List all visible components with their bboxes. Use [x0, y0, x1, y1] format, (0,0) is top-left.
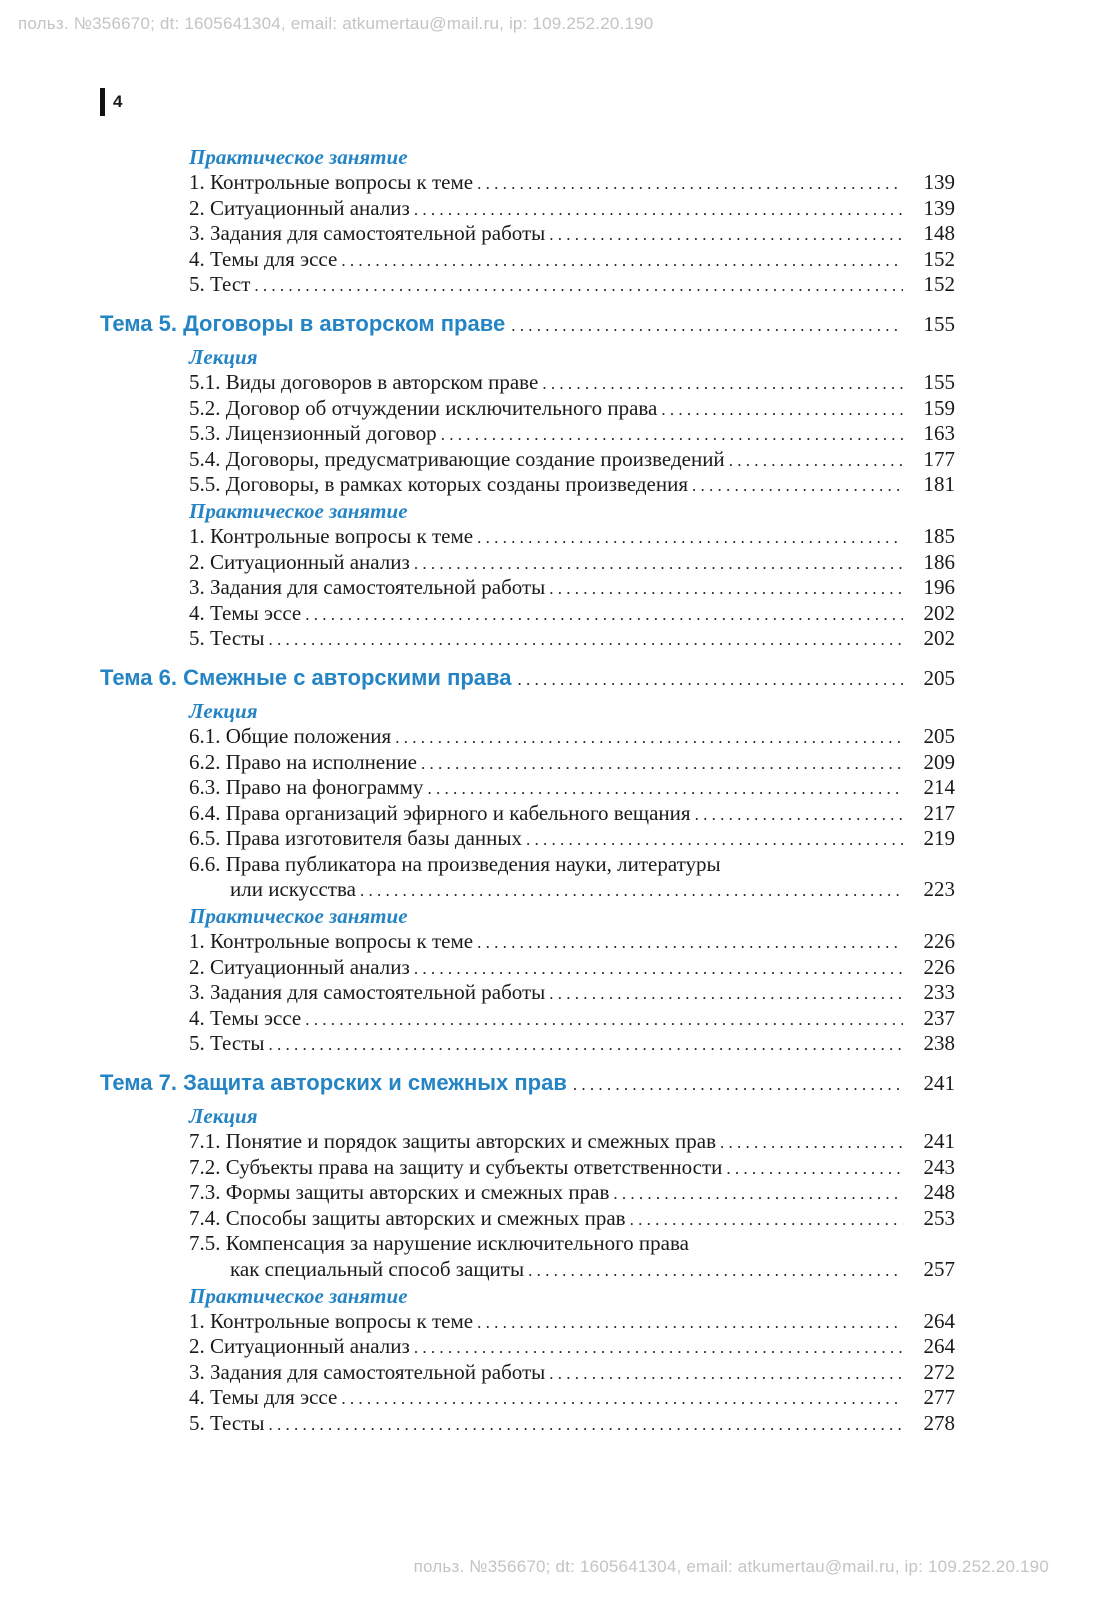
dot-leader — [441, 422, 903, 448]
toc-entry[interactable] — [0, 370, 1093, 396]
dot-leader — [305, 1007, 903, 1033]
toc-entry-label: 5. Тест — [189, 272, 251, 297]
toc-entry-label: 7.2. Субъекты права на защиту и субъекты ответственности — [189, 1154, 723, 1179]
dot-leader — [661, 397, 903, 423]
toc-entry-label: 5.1. Виды договоров в авторском праве — [189, 369, 539, 394]
practice-heading: Практическое занятие — [189, 498, 408, 523]
topic-page: 155 — [923, 311, 955, 336]
toc-entry-label: 7.3. Формы защиты авторских и смежных прав — [189, 1180, 610, 1205]
toc-entry-label: 6.5. Права изготовителя базы данных — [189, 826, 522, 851]
toc-entry-label: 4. Темы для эссе — [189, 1385, 338, 1410]
toc-entry-page: 185 — [923, 523, 955, 548]
dot-leader — [414, 551, 903, 577]
toc-entry-page: 253 — [923, 1205, 955, 1230]
toc-entry-label: 6.3. Право на фонограмму — [189, 775, 424, 800]
toc-entry-page: 209 — [923, 749, 955, 774]
toc-entry[interactable] — [0, 775, 1093, 801]
toc-entry-label: 5. Тесты — [189, 626, 265, 651]
topic-heading[interactable] — [0, 1067, 1093, 1099]
toc-entry-page: 139 — [923, 195, 955, 220]
toc-entry-page: 243 — [923, 1154, 955, 1179]
toc-entry-label: 4. Темы эссе — [189, 600, 302, 625]
toc-entry[interactable] — [0, 1006, 1093, 1032]
dot-leader — [549, 576, 903, 602]
dot-leader — [414, 1335, 903, 1361]
toc-entry[interactable] — [0, 524, 1093, 550]
toc-entry-page: 278 — [923, 1410, 955, 1435]
toc-entry-label: 3. Задания для самостоятельной работы — [189, 221, 546, 246]
toc-entry-label: 2. Ситуационный анализ — [189, 549, 410, 574]
toc-entry[interactable] — [0, 1129, 1093, 1155]
toc-entry[interactable] — [0, 1180, 1093, 1206]
dot-leader — [526, 827, 903, 853]
toc-entry-page: 241 — [923, 1129, 955, 1154]
toc-entry-label: 2. Ситуационный анализ — [189, 195, 410, 220]
toc-entry-page: 233 — [923, 980, 955, 1005]
dot-leader — [613, 1181, 903, 1207]
toc-entry[interactable] — [0, 1231, 1093, 1282]
topic-page: 241 — [923, 1071, 955, 1096]
toc-entry-label: 7.4. Способы защиты авторских и смежных прав — [189, 1205, 626, 1230]
toc-entry[interactable] — [0, 955, 1093, 981]
toc-entry-label: 6.1. Общие положения — [189, 723, 392, 748]
watermark-bottom: польз. №356670; dt: 1605641304, email: atkumertau@mail.ru, ip: 109.252.20.190 — [413, 1557, 1049, 1576]
toc-entry[interactable] — [0, 1155, 1093, 1181]
dot-leader — [511, 310, 903, 342]
toc-entry[interactable] — [0, 396, 1093, 422]
dot-leader — [518, 664, 903, 696]
toc-entry-page: 226 — [923, 954, 955, 979]
toc-entry-page: 277 — [923, 1385, 955, 1410]
toc-entry-label: 3. Задания для самостоятельной работы — [189, 1359, 546, 1384]
toc-entry-page: 264 — [923, 1308, 955, 1333]
dot-leader — [395, 725, 903, 751]
toc-entry[interactable] — [0, 1309, 1093, 1335]
toc-entry[interactable] — [0, 1334, 1093, 1360]
toc-entry-page: 264 — [923, 1334, 955, 1359]
dot-leader — [726, 1156, 903, 1182]
toc-entry-label: 2. Ситуационный анализ — [189, 1334, 410, 1359]
dot-leader — [729, 448, 903, 474]
dot-leader — [268, 1032, 903, 1058]
lecture-heading: Лекция — [189, 1104, 258, 1129]
toc-entry[interactable] — [0, 750, 1093, 776]
toc-entry[interactable] — [0, 272, 1093, 298]
toc-entry-page: 219 — [923, 826, 955, 851]
toc-entry-page: 205 — [923, 723, 955, 748]
toc-entry-label: 1. Контрольные вопросы к теме — [189, 929, 474, 954]
page-number — [100, 87, 122, 117]
dot-leader — [477, 930, 903, 956]
toc-entry-label: 6.4. Права организаций эфирного и кабельного вещания — [189, 800, 691, 825]
page-marker-bar — [100, 88, 105, 116]
toc-entry[interactable] — [0, 170, 1093, 196]
dot-leader — [414, 197, 903, 223]
toc-entry[interactable] — [0, 447, 1093, 473]
toc-entry-label: 4. Темы для эссе — [189, 246, 338, 271]
dot-leader — [477, 171, 903, 197]
dot-leader — [268, 1412, 903, 1438]
toc-entry-page: 155 — [923, 369, 955, 394]
dot-leader — [360, 878, 903, 904]
toc-entry-page: 248 — [923, 1180, 955, 1205]
toc-entry-label: 7.1. Понятие и порядок защиты авторских и смежных прав — [189, 1129, 717, 1154]
toc-entry-page: 139 — [923, 170, 955, 194]
dot-leader — [549, 1361, 903, 1387]
toc-entry-page: 202 — [923, 600, 955, 625]
lecture-heading: Лекция — [189, 698, 258, 723]
toc-entry-label: 1. Контрольные вопросы к теме — [189, 1308, 474, 1333]
toc-entry-label-first-line: 7.5. Компенсация за нарушение исключительного права — [189, 1231, 689, 1256]
toc-entry-page: 186 — [923, 549, 955, 574]
practice-heading: Практическое занятие — [189, 904, 408, 929]
toc-entry-page: 196 — [923, 575, 955, 600]
toc-entry[interactable] — [0, 980, 1093, 1006]
toc-entry-page: 217 — [923, 800, 955, 825]
dot-leader — [573, 1069, 903, 1101]
toc-entry[interactable] — [0, 196, 1093, 222]
dot-leader — [549, 222, 903, 248]
toc-entry-page: 163 — [923, 421, 955, 446]
topic-heading[interactable] — [0, 662, 1093, 694]
toc-entry-page: 152 — [923, 246, 955, 271]
toc-entry[interactable] — [0, 1031, 1093, 1057]
toc-entry[interactable] — [0, 421, 1093, 447]
toc-entry[interactable] — [0, 472, 1093, 498]
dot-leader — [692, 473, 903, 499]
dot-leader — [414, 956, 903, 982]
toc-entry[interactable] — [0, 929, 1093, 955]
toc-entry-label: 3. Задания для самостоятельной работы — [189, 575, 546, 600]
dot-leader — [695, 802, 903, 828]
toc-entry[interactable] — [0, 1411, 1093, 1437]
practice-heading: Практическое занятие — [189, 145, 408, 169]
dot-leader — [477, 525, 903, 551]
toc-entry-page: 237 — [923, 1005, 955, 1030]
toc-entry-label: 5. Тесты — [189, 1031, 265, 1056]
toc-entry-page: 214 — [923, 775, 955, 800]
dot-leader — [528, 1258, 903, 1284]
toc-entry-page: 177 — [923, 446, 955, 471]
dot-leader — [427, 776, 903, 802]
toc-entry-page: 202 — [923, 626, 955, 651]
practice-heading: Практическое занятие — [189, 1283, 408, 1308]
dot-leader — [549, 981, 903, 1007]
topic-title: Тема 5. Договоры в авторском праве — [100, 310, 506, 336]
lecture-heading: Лекция — [189, 344, 258, 369]
dot-leader — [341, 1386, 903, 1412]
toc-entry-page: 238 — [923, 1031, 955, 1056]
toc-entry-label: 1. Контрольные вопросы к теме — [189, 170, 474, 194]
topic-heading[interactable] — [0, 308, 1093, 340]
dot-leader — [421, 751, 903, 777]
toc-entry[interactable] — [0, 724, 1093, 750]
toc-entry[interactable] — [0, 1206, 1093, 1232]
dot-leader — [254, 273, 903, 299]
toc-entry-label: 1. Контрольные вопросы к теме — [189, 523, 474, 548]
toc-entry[interactable] — [0, 247, 1093, 273]
dot-leader — [477, 1310, 903, 1336]
dot-leader — [542, 371, 903, 397]
toc-entry-label: 5. Тесты — [189, 1410, 265, 1435]
toc-entry[interactable] — [0, 626, 1093, 652]
toc-entry-page: 152 — [923, 272, 955, 297]
toc-entry[interactable] — [0, 801, 1093, 827]
toc-entry-page: 257 — [923, 1257, 955, 1281]
dot-leader — [305, 602, 903, 628]
toc-entry[interactable] — [0, 826, 1093, 852]
page-number-value: 4 — [113, 92, 123, 111]
table-of-contents — [0, 144, 1093, 1437]
topic-title: Тема 7. Защита авторских и смежных прав — [100, 1070, 567, 1096]
toc-entry-page: 226 — [923, 929, 955, 954]
toc-entry-label-first-line: 6.6. Права публикатора на произведения науки, литературы — [189, 851, 721, 876]
dot-leader — [341, 248, 903, 274]
toc-entry-label-second-line: или искусства — [230, 877, 356, 902]
toc-entry-label: 6.2. Право на исполнение — [189, 749, 417, 774]
toc-entry-label: 4. Темы эссе — [189, 1005, 302, 1030]
toc-entry[interactable] — [0, 1360, 1093, 1386]
toc-entry-label-second-line: как специальный способ защиты — [230, 1257, 525, 1281]
topic-title: Тема 6. Смежные с авторскими права — [100, 664, 512, 690]
toc-entry-page: 159 — [923, 395, 955, 420]
toc-entry[interactable] — [0, 550, 1093, 576]
watermark-top: польз. №356670; dt: 1605641304, email: atkumertau@mail.ru, ip: 109.252.20.190 — [18, 14, 654, 33]
toc-entry[interactable] — [0, 601, 1093, 627]
dot-leader — [720, 1130, 903, 1156]
toc-entry-label: 5.5. Договоры, в рамках которых созданы произведения — [189, 472, 688, 497]
toc-entry[interactable] — [0, 1385, 1093, 1411]
dot-leader — [268, 627, 903, 653]
toc-entry-label: 5.2. Договор об отчуждении исключительного права — [189, 395, 658, 420]
toc-entry-page: 148 — [923, 221, 955, 246]
dot-leader — [630, 1207, 903, 1233]
toc-entry-label: 5.3. Лицензионный договор — [189, 421, 437, 446]
toc-entry-label: 3. Задания для самостоятельной работы — [189, 980, 546, 1005]
toc-entry[interactable] — [0, 221, 1093, 247]
toc-entry-page: 223 — [923, 877, 955, 902]
toc-entry[interactable] — [0, 575, 1093, 601]
toc-entry[interactable] — [0, 852, 1093, 903]
toc-entry-label: 2. Ситуационный анализ — [189, 954, 410, 979]
topic-page: 205 — [923, 665, 955, 690]
toc-entry-page: 272 — [923, 1359, 955, 1384]
toc-entry-label: 5.4. Договоры, предусматривающие создание произведений — [189, 446, 725, 471]
toc-entry-page: 181 — [923, 472, 955, 497]
